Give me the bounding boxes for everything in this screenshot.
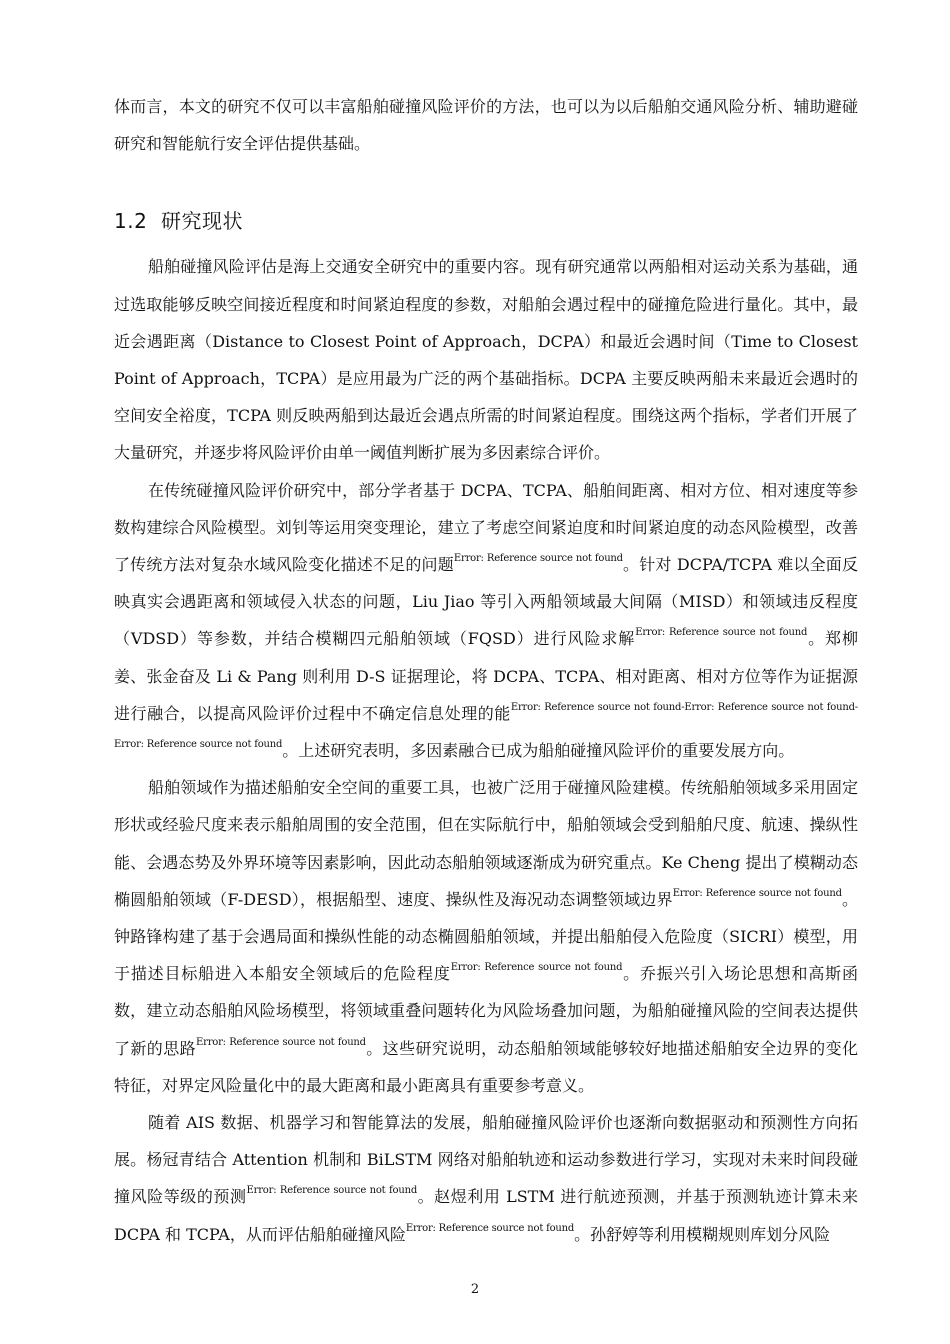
section-heading (114, 201, 858, 241)
paragraph-traditional-methods (114, 472, 858, 770)
citation-error: Error: Reference source not found (672, 887, 842, 899)
page-number: 2 (470, 1282, 480, 1297)
paragraph-text: 随着 AIS 数据、机器学习和智能算法的发展，船舶碰撞风险评价也逐渐向数据驱动和预测性方向拓展。杨冠青结合 Attention 机制和 BiLSTM 网络对船舶轨迹和运动参数进行学习，实现对未来时间段碰撞风险等级的预测 (114, 1113, 858, 1207)
paragraph-text: 。钟路锋构建了基于会遇局面和操纵性能的动态椭圆船舶领域，并提出船舶侵入危险度（SICRI）模型，用于描述目标船进入本船安全领域后的危险程度 (114, 889, 858, 984)
paragraph-text: 。针对 DCPA/TCPA 难以全面反映真实会遇距离和领域侵入状态的问题，Liu Jiao 等引入两船领域最大间隔（MISD）和领域违反程度（VDSD）等参数，并结合模糊四元船舶领域（FQSD）进行风险求解 (114, 555, 858, 649)
citation-error: Error: Reference source not found (405, 1222, 575, 1234)
citation-error: Error: Reference source not found (246, 1185, 418, 1197)
citation-error: Error: Reference source not found (453, 553, 623, 565)
section-number: 1.2 (114, 209, 148, 234)
citation-error: Error: Reference source not found (635, 627, 808, 639)
paragraph-data-driven (114, 1104, 858, 1253)
paragraph-text: 。这些研究说明，动态船舶领域能够较好地描述船舶安全边界的变化特征，对界定风险量化中的最大距离和最小距离具有重要参考意义。 (114, 1038, 858, 1095)
paragraph-ship-domain (114, 769, 858, 1104)
citation-error-range: Error: Reference source not found-Error: Reference source not found-Error: Reference source not found (114, 701, 858, 751)
citation-error: Error: Reference source not found (450, 962, 623, 974)
paragraph-text: 。孙舒婷等利用模糊规则库划分风险 (574, 1224, 831, 1244)
paragraph-text: 在传统碰撞风险评价研究中，部分学者基于 DCPA、TCPA、船舶间距离、相对方位、相对速度等参数构建综合风险模型。刘钊等运用突变理论，建立了考虑空间紧迫度和时间紧迫度的动态风险模型，改善了传统方法对复杂水域风险变化描述不足的问题 (114, 480, 858, 575)
body-text (114, 88, 858, 1253)
paragraph-text: 。上述研究表明，多因素融合已成为船舶碰撞风险评价的重要发展方向。 (282, 741, 795, 761)
section-title: 研究现状 (161, 209, 244, 234)
paragraph-dcpa-tcpa: 船舶碰撞风险评估是海上交通安全研究中的重要内容。现有研究通常以两船相对运动关系为基础，通过选取能够反映空间接近程度和时间紧迫程度的参数，对船舶会遇过程中的碰撞危险进行量化。其中，最近会遇距离（Distance to Closest Point of Approach，DCPA）和最近会遇时间（Time to Closest Point of Approach，TCPA）是应用最为广泛的两个基础指标。DCPA 主要反映两船未来最近会遇时的空间安全裕度，TCPA 则反映两船到达最近会遇点所需的时间紧迫程度。围绕这两个指标，学者们开展了大量研究，并逐步将风险评价由单一阈值判断扩展为多因素综合评价。 (114, 257, 858, 463)
paragraph-text: 船舶领域作为描述船舶安全空间的重要工具，也被广泛用于碰撞风险建模。传统船舶领域多采用固定形状或经验尺度来表示船舶周围的安全范围，但在实际航行中，船舶领域会受到船舶尺度、航速、操纵性能、会遇态势及外界环境等因素影响，因此动态船舶领域逐渐成为研究重点。Ke Cheng 提出了模糊动态椭圆船舶领域（F-DESD），根据船型、速度、操纵性及海况动态调整领域边界 (114, 778, 858, 909)
paragraph-text: 。乔振兴引入场论思想和高斯函数，建立动态船舶风险场模型，将领域重叠问题转化为风险场叠加问题，为船舶碰撞风险的空间表达提供了新的思路 (114, 964, 858, 1058)
paragraph-text: 。郑柳姜、张金奋及 Li & Pang 则利用 D-S 证据理论，将 DCPA、TCPA、相对距离、相对方位等作为证据源进行融合，以提高风险评价过程中不确定信息处理的能 (114, 629, 858, 723)
intro-paragraph: 体而言，本文的研究不仅可以丰富船舶碰撞风险评价的方法，也可以为以后船舶交通风险分析、辅助避碰研究和智能航行安全评估提供基础。 (114, 97, 858, 154)
citation-error: Error: Reference source not found (196, 1036, 366, 1048)
paragraph-text: 。赵煜利用 LSTM 进行航迹预测，并基于预测轨迹计算未来 DCPA 和 TCPA，从而评估船舶碰撞风险 (114, 1187, 858, 1244)
